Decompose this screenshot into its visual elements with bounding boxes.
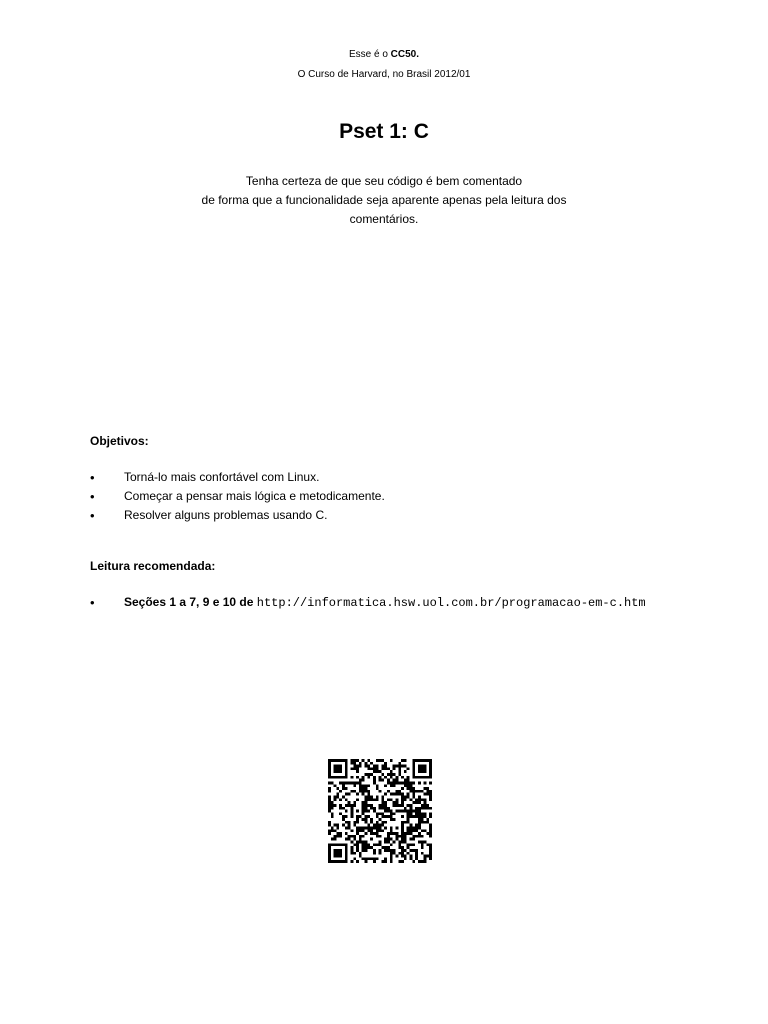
intro-line-2: de forma que a funcionalidade seja aparente apenas pela leitura dos (201, 193, 567, 207)
reading-link[interactable]: http://informatica.hsw.uol.com.br/programacao-em-c.htm (256, 596, 646, 610)
bullet-icon: • (90, 470, 95, 485)
reading-heading: Leitura recomendada: (90, 559, 216, 573)
objective-text: Começar a pensar mais lógica e metodicamente. (124, 489, 385, 503)
objective-text: Resolver alguns problemas usando C. (124, 508, 328, 522)
course-header-line-1 (0, 45, 768, 65)
objective-text: Torná-lo mais confortável com Linux. (124, 470, 320, 484)
page-title: Pset 1: C (339, 120, 429, 143)
course-header (0, 45, 768, 85)
bullet-icon: • (90, 595, 95, 610)
course-header-prefix: Esse é o (348, 49, 391, 60)
reading-item (124, 593, 646, 613)
bullet-icon: • (90, 508, 95, 523)
course-code: CC50. (390, 49, 420, 60)
objectives-heading: Objetivos: (90, 434, 149, 448)
bullet-icon: • (90, 489, 95, 504)
course-header-line-2: O Curso de Harvard, no Brasil 2012/01 (297, 69, 471, 80)
qr-code-icon (328, 759, 432, 863)
reading-label: Seções 1 a 7, 9 e 10 de (124, 595, 257, 609)
intro-line-3: comentários. (349, 212, 419, 226)
intro-paragraph (160, 172, 608, 229)
intro-line-1: Tenha certeza de que seu código é bem comentado (245, 174, 523, 188)
